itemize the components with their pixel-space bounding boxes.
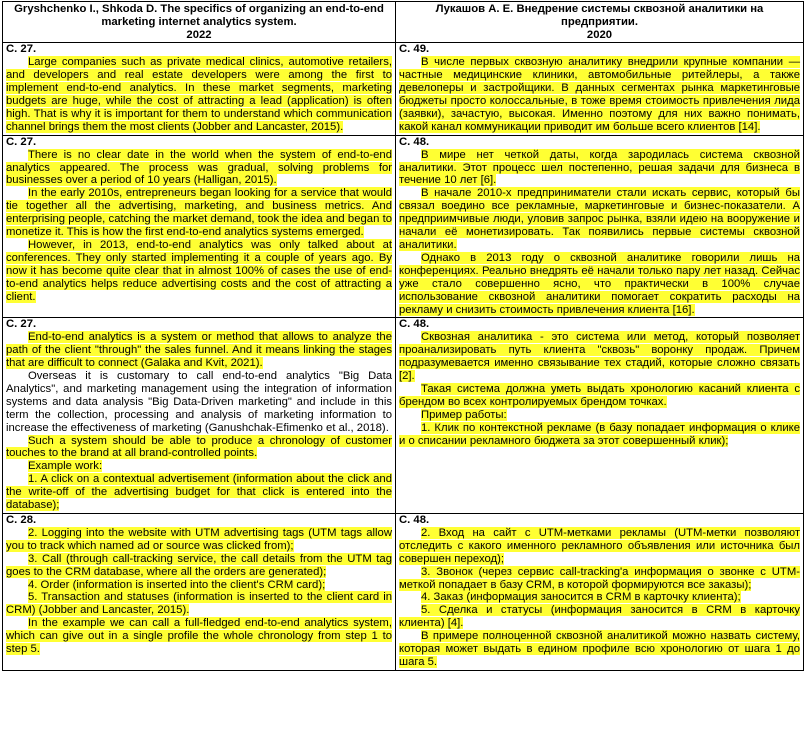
paragraph: 4. Заказ (информация заносится в CRM в карточку клиента); [421,591,741,604]
paragraph: 5. Transaction and statuses (information is inserted to the client card in CRM) (Jobber and Lancaster, 2015). [6,591,392,617]
paragraph: 3. Call (through call-tracking service, the call details from the UTM tag goes to the CRM database, where all the orders are generated); [6,552,392,578]
page-ref: С. 48. [399,135,430,148]
paragraph: 1. A click on a contextual advertisement (information about the click and the write-off of the advertising budget for that click is entered into the database); [6,473,392,512]
paragraph: В примере полноценной сквозной аналитикой можно назвать систему, которая может выдать в едином профиле всю хронологию от шага 1 до шага 5. [399,630,800,668]
page-ref: С. 48. [399,318,430,331]
paragraph: Пример работы: [421,408,507,421]
paragraph: Such a system should be able to produce a chronology of customer touches to the brand at all brand-controlled points. [6,434,392,460]
table-row [3,514,804,671]
right-title: Внедрение системы сквозной аналитики на предприятии. [513,3,764,28]
paragraph: In the early 2010s, entrepreneurs began looking for a service that would tie together all the advertising, marketing, and business metrics. And enterprising people, catching the market demand, took the idea and began to monetize it. This is how the first end-to-end analytics systems emerged. [6,187,392,239]
page-ref: С. 27. [6,135,37,148]
paragraph: Такая система должна уметь выдать хронологию касаний клиента с брендом во всех контролируемых брендом точках. [399,382,800,408]
paragraph: В начале 2010-х предприниматели стали искать сервис, который бы связал воедино все рекламные, маркетинговые и бизнес-показатели. А предприимчивые люди, уловив запрос рынка, взяли идею на вооружение и начали её монетизировать. Так появились первые системы сквозной аналитики. [399,187,800,251]
paragraph: 2. Вход на сайт с UTM-метками рекламы (UTM-метки позволяют отследить с какого именного рекламного объявления или источника был совершен переход); [399,526,800,565]
paragraph: 1. Клик по контекстной рекламе (в базу попадает информация о клике и о списании рекламного бюджета за этот совершенный клик); [399,421,800,447]
left-cell [3,135,396,318]
page-ref: С. 27. [6,318,37,331]
comparison-table [2,1,804,671]
paragraph: 3. Звонок (через сервис call-tracking'а информация о звонке с UTM-меткой попадает в базу CRM, в которой формируются все заказы); [399,565,800,591]
paragraph: Example work: [28,460,103,473]
paragraph: 4. Order (information is inserted into the client's CRM card); [28,578,326,591]
paragraph: Large companies such as private medical clinics, automotive retailers, and developers and real estate developers were among the first to implement end-to-end analytics. In these market segments, marketing budgets are huge, while the cost of attracting a lead (application) is often high. That is why it is important for them to understand which communication channel brings them the most clients (Jobber and Lancaster, 2015). [6,56,392,133]
page-ref: С. 28. [6,514,37,527]
paragraph: End-to-end analytics is a system or method that allows to analyze the path of the client "through" the sales funnel. And it means linking the stages that are difficult to connect (Galaka and Kvit, 2021). [6,331,392,370]
right-authors: Лукашов А. Е. [435,3,514,15]
left-authors: Gryshchenko I., Shkoda D. [14,3,158,15]
paragraph: Однако в 2013 году о сквозной аналитике говорили лишь на конференциях. Реально внедрять её начали только пару лет назад. Сейчас уже стало совершенно ясно, что практически в 100% случае использование сквозной аналитики помогает сократить расходы на рекламу и снизить стоимость привлечения клиента [16]. [399,251,800,316]
paragraph: There is no clear date in the world when the system of end-to-end analytics appeared. The process was gradual, solving problems for businesses over a period of 10 years (Halligan, 2015). [6,148,392,187]
paragraph: В мире нет четкой даты, когда зародилась система сквозной аналитики. Этот процесс шел постепенно, решая задачи для бизнеса в течение 10 лет [6]. [399,148,800,187]
paragraph: In the example we can call a full-fledged end-to-end analytics system, which can give out in a single profile the whole chronology from step 1 to step 5. [6,617,392,656]
right-year: 2020 [586,28,613,41]
paragraph: 5. Сделка и статусы (информация заносится в CRM в карточку клиента) [4]. [399,604,800,630]
page-ref: С. 48. [399,514,430,527]
right-cell [396,318,804,514]
paragraph: Сквозная аналитика - это система или метод, который позволяет проанализировать путь клиента "сквозь" воронку продаж. Причем подразумевается именно связывание тех стадий, которые сложно связать [2]. [399,331,800,383]
left-year: 2022 [186,28,212,41]
table-row [3,43,804,135]
page-ref: С. 27. [6,43,37,56]
header-right [396,2,804,43]
paragraph: В числе первых сквозную аналитику внедрили крупные компании — частные медицинские клиники, автомобильные ритейлеры, а также девелоперы и застройщики. В данных сегментах рынка маркетинговые бюджеты просто колоссальные, в тоже время стоимость привлечения лида (заявки), зачастую, высокая. Именно поэтому для них важно понимать, какой канал коммуникации приводит им больше всего клиентов [14]. [399,56,800,133]
right-cell [396,43,804,135]
table-row [3,318,804,514]
left-cell [3,514,396,671]
right-cell [396,135,804,318]
paragraph: 2. Logging into the website with UTM advertising tags (UTM tags allow you to track which named ad or source was clicked from); [6,526,392,552]
paragraph: Overseas it is customary to call end-to-end analytics "Big Data Analytics", and marketing management using the integration of information systems and data analysis "Big Data-Driven marketing" and include in this term the collection, processing and analysis of marketing information to increase the effectiveness of marketing (Ganushchak-Efimenko et al., 2018). [6,370,392,434]
paragraph: However, in 2013, end-to-end analytics was only talked about at conferences. They only started implementing it a couple of years ago. By now it has become quite clear that in almost 100% of cases the use of end-to-end analytics helps reduce advertising costs and the cost of attracting a client. [6,238,392,303]
left-cell [3,43,396,135]
left-title: The specifics of organizing an end-to-end marketing internet analytics system. [101,3,384,28]
left-cell [3,318,396,514]
page-ref: С. 49. [399,43,430,56]
header-left [3,2,396,43]
header-row [3,2,804,43]
table-row [3,135,804,318]
right-cell [396,514,804,671]
